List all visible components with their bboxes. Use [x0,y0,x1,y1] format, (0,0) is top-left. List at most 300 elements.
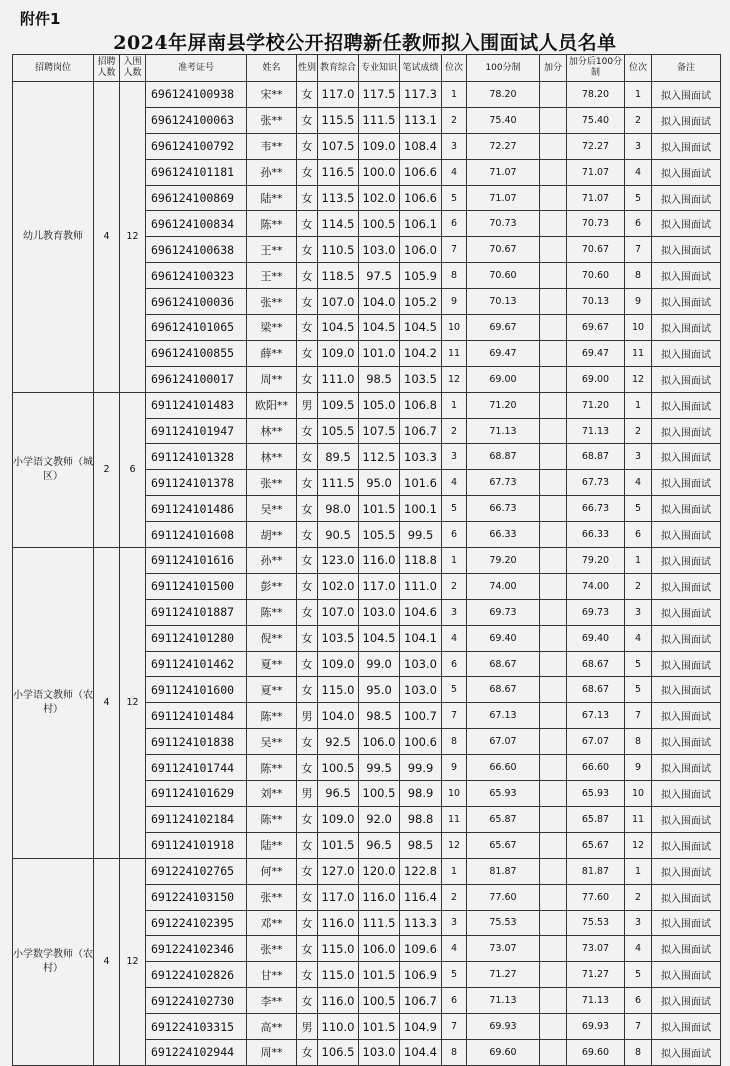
education-score-cell: 111.5 [318,470,359,496]
exam-id-cell: 691224102395 [146,910,247,936]
group-recruit-count: 2 [94,392,120,547]
written-rank-cell: 6 [442,211,467,237]
final-rank-cell: 6 [625,522,652,548]
final-rank-cell: 12 [625,832,652,858]
remark-cell: 拟入围面试 [652,366,721,392]
score-100-cell: 65.93 [467,781,540,807]
written-score-cell: 106.9 [400,962,442,988]
score-100-cell: 69.60 [467,1039,540,1065]
education-score-cell: 109.0 [318,806,359,832]
remark-cell: 拟入围面试 [652,159,721,185]
bonus-cell [540,133,567,159]
table-row [13,392,721,418]
bonus-cell [540,677,567,703]
final-rank-cell: 4 [625,625,652,651]
exam-id-cell: 691224102944 [146,1039,247,1065]
gender-cell: 女 [297,806,318,832]
professional-score-cell: 103.0 [359,599,400,625]
exam-id-cell: 696124100323 [146,263,247,289]
professional-score-cell: 100.5 [359,988,400,1014]
bonus-cell [540,289,567,315]
remark-cell: 拟入围面试 [652,781,721,807]
shortlist-table [12,54,721,1066]
professional-score-cell: 117.0 [359,573,400,599]
group-post: 小学语文教师（农村） [13,548,94,859]
remark-cell: 拟入围面试 [652,832,721,858]
score-100-cell: 67.73 [467,470,540,496]
exam-id-cell: 691124101616 [146,548,247,574]
written-score-cell: 101.6 [400,470,442,496]
adjusted-score-cell: 69.47 [567,340,625,366]
professional-score-cell: 92.0 [359,806,400,832]
written-rank-cell: 7 [442,1014,467,1040]
education-score-cell: 127.0 [318,858,359,884]
professional-score-cell: 105.0 [359,392,400,418]
header-cell: 招聘人数 [94,55,120,82]
final-rank-cell: 3 [625,133,652,159]
candidate-name-cell: 夏** [247,677,297,703]
score-100-cell: 66.73 [467,496,540,522]
adjusted-score-cell: 71.07 [567,185,625,211]
written-rank-cell: 3 [442,599,467,625]
remark-cell: 拟入围面试 [652,703,721,729]
education-score-cell: 117.0 [318,884,359,910]
written-rank-cell: 3 [442,910,467,936]
professional-score-cell: 105.5 [359,522,400,548]
remark-cell: 拟入围面试 [652,211,721,237]
education-score-cell: 115.0 [318,936,359,962]
group-shortlist-count: 12 [120,548,146,859]
education-score-cell: 104.5 [318,315,359,341]
written-rank-cell: 4 [442,625,467,651]
gender-cell: 女 [297,159,318,185]
bonus-cell [540,988,567,1014]
exam-id-cell: 696124100063 [146,107,247,133]
group-recruit-count: 4 [94,858,120,1065]
professional-score-cell: 109.0 [359,133,400,159]
bonus-cell [540,548,567,574]
professional-score-cell: 116.0 [359,548,400,574]
gender-cell: 女 [297,444,318,470]
adjusted-score-cell: 75.53 [567,910,625,936]
gender-cell: 女 [297,522,318,548]
score-100-cell: 66.60 [467,755,540,781]
professional-score-cell: 120.0 [359,858,400,884]
remark-cell: 拟入围面试 [652,418,721,444]
adjusted-score-cell: 74.00 [567,573,625,599]
written-score-cell: 99.9 [400,755,442,781]
written-score-cell: 106.0 [400,237,442,263]
remark-cell: 拟入围面试 [652,289,721,315]
gender-cell: 女 [297,340,318,366]
gender-cell: 女 [297,625,318,651]
written-score-cell: 104.5 [400,315,442,341]
bonus-cell [540,159,567,185]
written-score-cell: 103.5 [400,366,442,392]
candidate-name-cell: 林** [247,444,297,470]
written-score-cell: 103.0 [400,677,442,703]
gender-cell: 男 [297,1014,318,1040]
bonus-cell [540,522,567,548]
score-100-cell: 70.60 [467,263,540,289]
gender-cell: 女 [297,82,318,108]
education-score-cell: 109.0 [318,651,359,677]
gender-cell: 女 [297,366,318,392]
header-cell: 位次 [442,55,467,82]
gender-cell: 女 [297,289,318,315]
gender-cell: 女 [297,832,318,858]
bonus-cell [540,366,567,392]
adjusted-score-cell: 71.20 [567,392,625,418]
written-rank-cell: 7 [442,237,467,263]
final-rank-cell: 7 [625,1014,652,1040]
written-score-cell: 117.3 [400,82,442,108]
bonus-cell [540,185,567,211]
header-cell: 姓名 [247,55,297,82]
education-score-cell: 102.0 [318,573,359,599]
exam-id-cell: 696124100638 [146,237,247,263]
exam-id-cell: 696124101065 [146,315,247,341]
remark-cell: 拟入围面试 [652,392,721,418]
adjusted-score-cell: 67.73 [567,470,625,496]
exam-id-cell: 691124101608 [146,522,247,548]
final-rank-cell: 2 [625,884,652,910]
adjusted-score-cell: 65.87 [567,806,625,832]
written-score-cell: 116.4 [400,884,442,910]
written-rank-cell: 5 [442,496,467,522]
score-100-cell: 71.13 [467,988,540,1014]
exam-id-cell: 691124101838 [146,729,247,755]
remark-cell: 拟入围面试 [652,884,721,910]
remark-cell: 拟入围面试 [652,962,721,988]
bonus-cell [540,806,567,832]
adjusted-score-cell: 71.07 [567,159,625,185]
bonus-cell [540,599,567,625]
candidate-name-cell: 刘** [247,781,297,807]
professional-score-cell: 107.5 [359,418,400,444]
exam-id-cell: 696124100036 [146,289,247,315]
written-rank-cell: 6 [442,988,467,1014]
bonus-cell [540,211,567,237]
score-100-cell: 68.67 [467,677,540,703]
written-score-cell: 105.9 [400,263,442,289]
gender-cell: 女 [297,315,318,341]
score-100-cell: 69.00 [467,366,540,392]
exam-id-cell: 691124101378 [146,470,247,496]
gender-cell: 女 [297,755,318,781]
score-100-cell: 69.93 [467,1014,540,1040]
education-score-cell: 100.5 [318,755,359,781]
candidate-name-cell: 孙** [247,548,297,574]
exam-id-cell: 691124101280 [146,625,247,651]
adjusted-score-cell: 66.33 [567,522,625,548]
group-post: 小学语文教师（城区） [13,392,94,547]
written-score-cell: 100.1 [400,496,442,522]
adjusted-score-cell: 66.73 [567,496,625,522]
score-100-cell: 81.87 [467,858,540,884]
score-100-cell: 77.60 [467,884,540,910]
final-rank-cell: 2 [625,573,652,599]
final-rank-cell: 7 [625,237,652,263]
education-score-cell: 90.5 [318,522,359,548]
professional-score-cell: 101.5 [359,1014,400,1040]
gender-cell: 女 [297,133,318,159]
written-rank-cell: 11 [442,340,467,366]
header-cell: 入围人数 [120,55,146,82]
remark-cell: 拟入围面试 [652,237,721,263]
final-rank-cell: 12 [625,366,652,392]
written-rank-cell: 8 [442,263,467,289]
gender-cell: 女 [297,910,318,936]
bonus-cell [540,107,567,133]
written-score-cell: 111.0 [400,573,442,599]
header-cell: 性别 [297,55,318,82]
final-rank-cell: 3 [625,444,652,470]
exam-id-cell: 691124101600 [146,677,247,703]
adjusted-score-cell: 72.27 [567,133,625,159]
gender-cell: 女 [297,573,318,599]
bonus-cell [540,755,567,781]
bonus-cell [540,625,567,651]
education-score-cell: 98.0 [318,496,359,522]
header-cell: 备注 [652,55,721,82]
remark-cell: 拟入围面试 [652,444,721,470]
score-100-cell: 71.07 [467,185,540,211]
written-rank-cell: 3 [442,133,467,159]
group-shortlist-count: 12 [120,82,146,393]
exam-id-cell: 691124102184 [146,806,247,832]
adjusted-score-cell: 78.20 [567,82,625,108]
education-score-cell: 107.0 [318,599,359,625]
written-score-cell: 106.7 [400,418,442,444]
final-rank-cell: 11 [625,806,652,832]
education-score-cell: 116.5 [318,159,359,185]
professional-score-cell: 98.5 [359,366,400,392]
gender-cell: 女 [297,962,318,988]
score-100-cell: 68.87 [467,444,540,470]
candidate-name-cell: 吴** [247,496,297,522]
professional-score-cell: 106.0 [359,729,400,755]
remark-cell: 拟入围面试 [652,82,721,108]
adjusted-score-cell: 69.73 [567,599,625,625]
education-score-cell: 110.0 [318,1014,359,1040]
candidate-name-cell: 王** [247,237,297,263]
candidate-name-cell: 陈** [247,599,297,625]
education-score-cell: 107.0 [318,289,359,315]
final-rank-cell: 10 [625,781,652,807]
adjusted-score-cell: 69.00 [567,366,625,392]
bonus-cell [540,470,567,496]
education-score-cell: 114.5 [318,211,359,237]
score-100-cell: 73.07 [467,936,540,962]
written-rank-cell: 1 [442,548,467,574]
bonus-cell [540,781,567,807]
professional-score-cell: 101.5 [359,962,400,988]
candidate-name-cell: 邓** [247,910,297,936]
bonus-cell [540,962,567,988]
bonus-cell [540,832,567,858]
final-rank-cell: 4 [625,470,652,496]
exam-id-cell: 696124100938 [146,82,247,108]
written-score-cell: 104.4 [400,1039,442,1065]
attachment-label: 附件1 [20,10,61,28]
written-score-cell: 113.1 [400,107,442,133]
gender-cell: 女 [297,936,318,962]
header-cell: 准考证号 [146,55,247,82]
final-rank-cell: 2 [625,107,652,133]
exam-id-cell: 696124100869 [146,185,247,211]
written-score-cell: 106.8 [400,392,442,418]
gender-cell: 女 [297,418,318,444]
final-rank-cell: 10 [625,315,652,341]
professional-score-cell: 95.0 [359,470,400,496]
final-rank-cell: 8 [625,729,652,755]
education-score-cell: 96.5 [318,781,359,807]
exam-id-cell: 691224103315 [146,1014,247,1040]
candidate-name-cell: 陆** [247,832,297,858]
written-score-cell: 98.8 [400,806,442,832]
header-cell: 笔试成绩 [400,55,442,82]
written-score-cell: 100.6 [400,729,442,755]
gender-cell: 男 [297,392,318,418]
candidate-name-cell: 张** [247,107,297,133]
written-rank-cell: 5 [442,185,467,211]
bonus-cell [540,936,567,962]
written-rank-cell: 12 [442,832,467,858]
education-score-cell: 117.0 [318,82,359,108]
gender-cell: 女 [297,548,318,574]
professional-score-cell: 95.0 [359,677,400,703]
exam-id-cell: 696124100855 [146,340,247,366]
written-rank-cell: 1 [442,858,467,884]
remark-cell: 拟入围面试 [652,729,721,755]
bonus-cell [540,392,567,418]
adjusted-score-cell: 70.13 [567,289,625,315]
written-score-cell: 118.8 [400,548,442,574]
remark-cell: 拟入围面试 [652,263,721,289]
adjusted-score-cell: 69.60 [567,1039,625,1065]
written-score-cell: 113.3 [400,910,442,936]
adjusted-score-cell: 65.93 [567,781,625,807]
bonus-cell [540,1014,567,1040]
final-rank-cell: 8 [625,263,652,289]
remark-cell: 拟入围面试 [652,625,721,651]
education-score-cell: 123.0 [318,548,359,574]
written-rank-cell: 8 [442,729,467,755]
education-score-cell: 115.0 [318,962,359,988]
group-recruit-count: 4 [94,82,120,393]
adjusted-score-cell: 79.20 [567,548,625,574]
candidate-name-cell: 张** [247,289,297,315]
written-score-cell: 106.6 [400,159,442,185]
candidate-name-cell: 何** [247,858,297,884]
education-score-cell: 109.0 [318,340,359,366]
gender-cell: 女 [297,651,318,677]
remark-cell: 拟入围面试 [652,573,721,599]
exam-id-cell: 691224102346 [146,936,247,962]
adjusted-score-cell: 67.13 [567,703,625,729]
bonus-cell [540,444,567,470]
score-100-cell: 75.40 [467,107,540,133]
written-rank-cell: 8 [442,1039,467,1065]
remark-cell: 拟入围面试 [652,522,721,548]
gender-cell: 女 [297,988,318,1014]
gender-cell: 女 [297,884,318,910]
professional-score-cell: 111.5 [359,107,400,133]
bonus-cell [540,237,567,263]
exam-id-cell: 691124101486 [146,496,247,522]
remark-cell: 拟入围面试 [652,988,721,1014]
exam-id-cell: 691124101629 [146,781,247,807]
exam-id-cell: 691124101744 [146,755,247,781]
written-rank-cell: 3 [442,444,467,470]
written-score-cell: 98.9 [400,781,442,807]
score-100-cell: 75.53 [467,910,540,936]
gender-cell: 女 [297,1039,318,1065]
remark-cell: 拟入围面试 [652,107,721,133]
written-rank-cell: 1 [442,392,467,418]
written-rank-cell: 5 [442,677,467,703]
score-100-cell: 67.07 [467,729,540,755]
candidate-name-cell: 陈** [247,806,297,832]
remark-cell: 拟入围面试 [652,133,721,159]
gender-cell: 女 [297,211,318,237]
header-cell: 招聘岗位 [13,55,94,82]
remark-cell: 拟入围面试 [652,806,721,832]
education-score-cell: 116.0 [318,910,359,936]
table-row [13,858,721,884]
exam-id-cell: 691124101500 [146,573,247,599]
adjusted-score-cell: 69.40 [567,625,625,651]
group-post: 幼儿教育教师 [13,82,94,393]
written-score-cell: 109.6 [400,936,442,962]
bonus-cell [540,651,567,677]
written-rank-cell: 9 [442,289,467,315]
remark-cell: 拟入围面试 [652,910,721,936]
remark-cell: 拟入围面试 [652,599,721,625]
professional-score-cell: 117.5 [359,82,400,108]
professional-score-cell: 100.0 [359,159,400,185]
final-rank-cell: 4 [625,159,652,185]
candidate-name-cell: 周** [247,1039,297,1065]
candidate-name-cell: 吴** [247,729,297,755]
candidate-name-cell: 李** [247,988,297,1014]
education-score-cell: 105.5 [318,418,359,444]
candidate-name-cell: 欧阳** [247,392,297,418]
final-rank-cell: 5 [625,496,652,522]
written-rank-cell: 2 [442,573,467,599]
professional-score-cell: 111.5 [359,910,400,936]
written-score-cell: 104.2 [400,340,442,366]
candidate-name-cell: 宋** [247,82,297,108]
candidate-name-cell: 陈** [247,211,297,237]
adjusted-score-cell: 68.87 [567,444,625,470]
candidate-name-cell: 韦** [247,133,297,159]
remark-cell: 拟入围面试 [652,936,721,962]
remark-cell: 拟入围面试 [652,858,721,884]
professional-score-cell: 104.0 [359,289,400,315]
professional-score-cell: 116.0 [359,884,400,910]
final-rank-cell: 9 [625,289,652,315]
score-100-cell: 70.67 [467,237,540,263]
remark-cell: 拟入围面试 [652,755,721,781]
education-score-cell: 101.5 [318,832,359,858]
exam-id-cell: 696124101181 [146,159,247,185]
professional-score-cell: 103.0 [359,1039,400,1065]
written-rank-cell: 10 [442,315,467,341]
gender-cell: 男 [297,703,318,729]
gender-cell: 女 [297,263,318,289]
